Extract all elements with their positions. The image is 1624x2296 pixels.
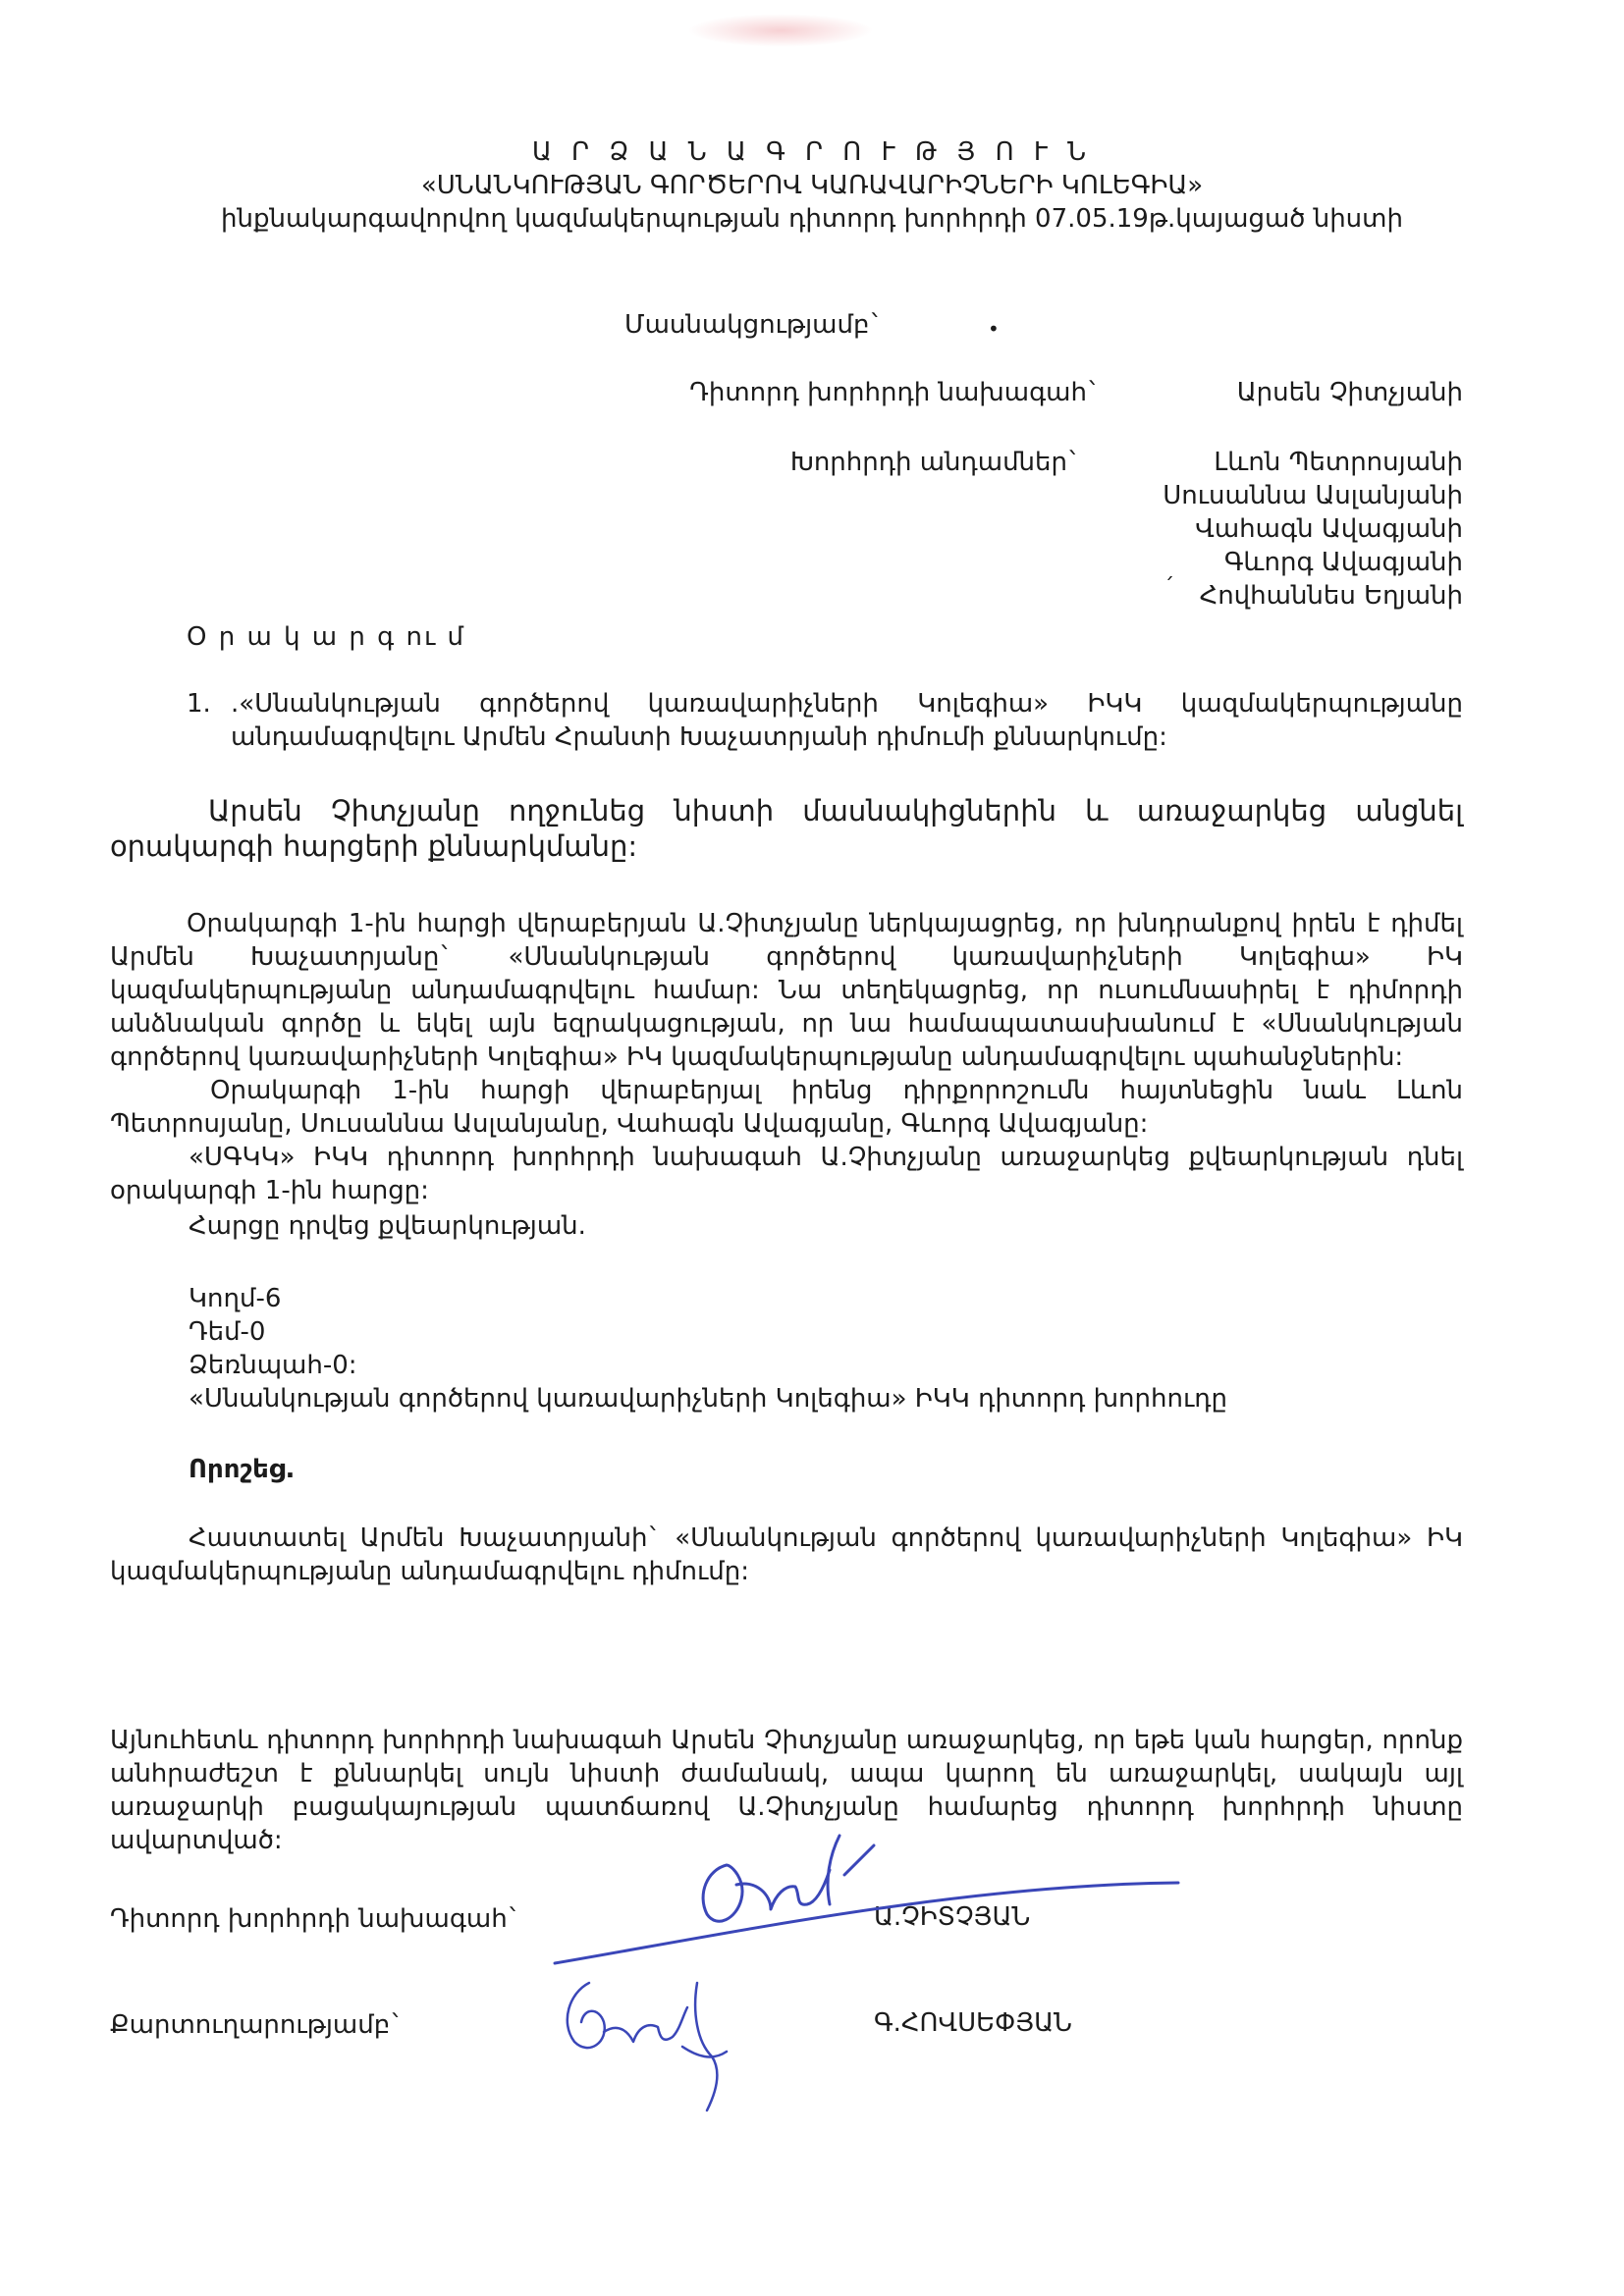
vote-proposal-paragraph: «ՍԳԿԿ» ԻԿԿ դիտորդ խորհրդի նախագահ Ա.Չիտչյանը առաջարկեց քվեարկության դնել օրակարգի 1-ին հարցը:	[110, 1143, 1463, 1205]
board-line: «Սնանկության գործերով կառավարիչների Կոլեգիա» ԻԿԿ դիտորդ խորհուդը	[189, 1384, 1227, 1414]
vote-put-line: Հարցը դրվեց քվեարկության.	[189, 1211, 586, 1241]
closing-paragraph: Այնուհետև դիտորդ խորհրդի նախագահ Արսեն Չիտչյանը առաջարկեց, որ եթե կան հարցեր, որոնք անհրաժեշտ է քննարկել սույն նիստի ժամանակ, ապա կարող են առաջարկել, սակայն այլ առաջարկի բացակայության պատճառով Ա.Չիտչյանը համարեց դիտորդ խորհրդի նիստը ավարտված:	[110, 1726, 1463, 1855]
chair-name: Արսեն Չիտչյանի	[1236, 378, 1463, 407]
secretary-signature	[550, 1963, 766, 2120]
secretary-label: Քարտուղարությամբ`	[110, 2010, 404, 2040]
member-name: Սուսաննա Ասլանյանի	[1163, 481, 1463, 510]
bullet-mark: •	[988, 317, 1000, 341]
chair-signature	[550, 1826, 1198, 1973]
vote-for: Կողմ-6	[189, 1284, 282, 1313]
vote-against: Դեմ-0	[189, 1317, 266, 1347]
chair-role: Դիտորդ խորհրդի նախագահ`	[689, 378, 1100, 407]
member-name: Հովհաննես Եղյանի	[1199, 581, 1463, 611]
document-title: Ա Ր Ձ Ա Ն Ա Գ Ր Ո Ւ Թ Յ Ո Ւ Ն	[531, 137, 1093, 167]
secretary-name: Գ.ՀՈՎՍԵՓՅԱՆ	[874, 2008, 1073, 2038]
member-name: Գևորգ Ավագյանի	[1223, 548, 1463, 577]
members-label: Խորհրդի անդամներ`	[789, 448, 1080, 477]
agenda-item-number: 1.	[187, 689, 211, 719]
vote-abstain: Ձեռնպահ-0:	[189, 1351, 357, 1380]
opening-paragraph: Արսեն Չիտչյանը ողջունեց նիստի մասնակիցներին և առաջարկեց անցնել օրակարգի հարցերի քննարկմանը:	[110, 794, 1463, 863]
tick-mark: ˊ	[1164, 575, 1174, 600]
member-name: Վահագն Ավագյանի	[1195, 514, 1463, 544]
decision-text: Հաստատել Արմեն Խաչատրյանի` «Սնանկության գործերով կառավարիչների Կոլեգիա» ԻԿ կազմակերպությանը անդամագրվելու դիմումը:	[110, 1523, 1463, 1586]
chair-signature-label: Դիտորդ խորհրդի նախագահ`	[110, 1904, 520, 1934]
member-name: Լևոն Պետրոսյանի	[1214, 448, 1463, 477]
agenda-item-text: .«Սնանկության գործերով կառավարիչների Կոլեգիա» ԻԿԿ կազմակերպությանը անդամագրվելու Արմեն Հրանտի Խաչատրյանի դիմումի քննարկումը:	[231, 689, 1463, 752]
agenda-heading: Օ ր ա կ ա ր գ ու մ	[187, 622, 466, 652]
discussion-paragraph: Օրակարգի 1-ին հարցի վերաբերյան Ա.Չիտչյանը ներկայացրեց, որ խնդրանքով իրեն է դիմել Արմեն Խաչատրյանը` «Սնանկության գործերով կառավարիչների Կոլեգիա» ԻԿ կազմակերպությանը անդամագրվելու համար: Նա տեղեկացրեց, որ ուսումնասիրել է դիմորդի անձնական գործը և եկել այն եզրակացության, որ նա համապատասխանում է «Սնանկության գործերով կառավարիչների Կոլեգիա» ԻԿ կազմակերպությանը անդամագրվելու պահանջներին:	[110, 909, 1463, 1072]
document-subtitle: ինքնակարգավորվող կազմակերպության դիտորդ խորհրդի 07.05.19թ.կայացած նիստի	[221, 204, 1403, 234]
organization-name: «ՍՆԱՆԿՈՒԹՅԱՆ ԳՈՐԾԵՐՈՎ ԿԱՌԱՎԱՐԻՉՆԵՐԻ ԿՈԼԵԳԻԱ»	[420, 171, 1204, 200]
participants-label: Մասնակցությամբ`	[624, 310, 883, 340]
decision-label: Որոշեց.	[189, 1455, 296, 1484]
chair-signature-name: Ա.ՉԻՏՉՅԱՆ	[874, 1902, 1031, 1932]
stamp-trace	[687, 14, 874, 47]
positions-paragraph: Օրակարգի 1-ին հարցի վերաբերյալ իրենց դիրքորոշումն հայտնեցին նաև Լևոն Պետրոսյանը, Սուսաննա Ասլանյանը, Վահագն Ավագյանը, Գևորգ Ավագյանը:	[110, 1076, 1463, 1139]
